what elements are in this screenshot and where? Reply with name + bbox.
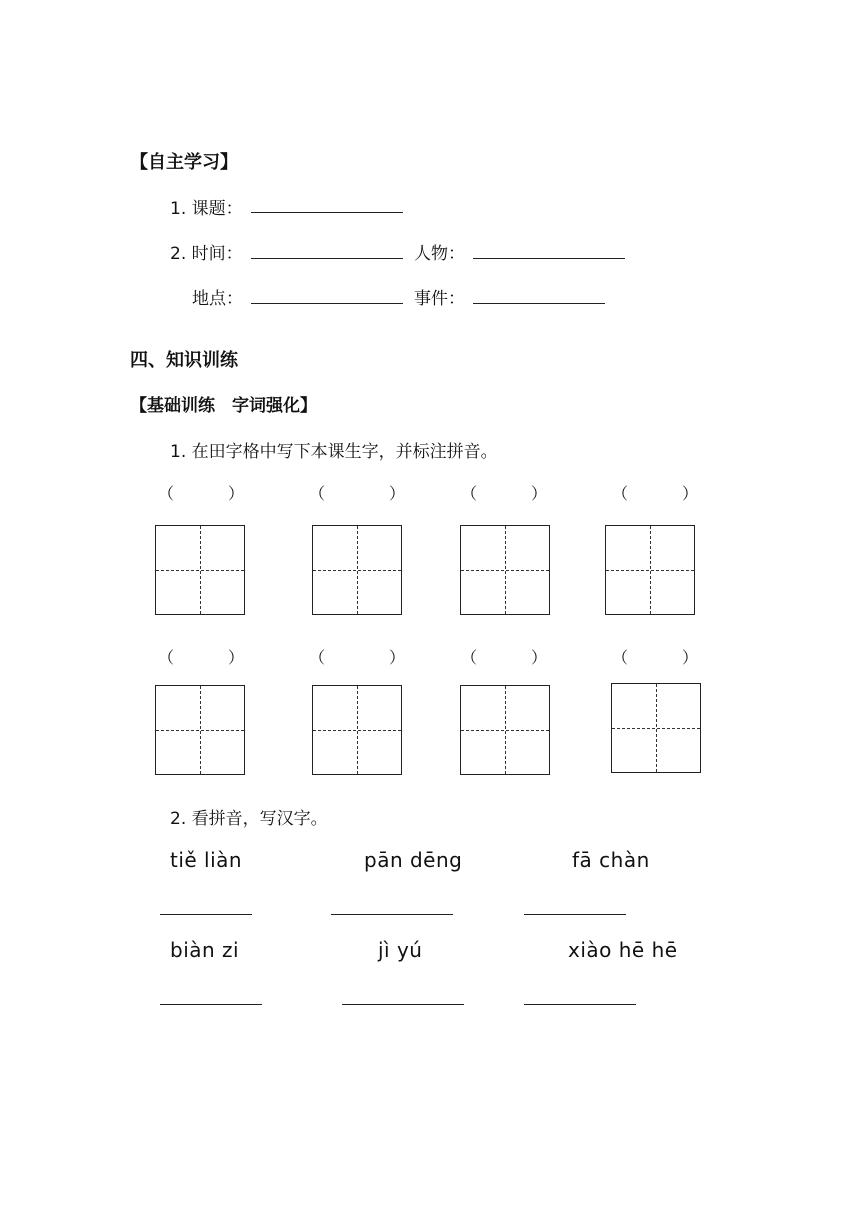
pinyin-word: biàn zi (170, 938, 240, 962)
answer-blank[interactable] (160, 914, 252, 915)
answer-blank[interactable] (524, 914, 626, 915)
paren-close: ） (227, 484, 244, 503)
pinyin-paren[interactable] (612, 645, 698, 668)
section-four-heading: 四、知识训练 (130, 350, 238, 371)
paren-open: （ (158, 484, 175, 503)
paren-open: （ (309, 648, 326, 667)
answer-blank[interactable] (160, 1004, 262, 1005)
time-label: 2. 时间： (170, 244, 243, 264)
paren-open: （ (158, 648, 175, 667)
paren-close: ） (681, 648, 698, 667)
place-label: 地点： (192, 289, 243, 309)
pinyin-word: pān dēng (364, 848, 463, 872)
pinyin-paren[interactable] (612, 481, 698, 504)
topic-blank[interactable] (251, 212, 403, 213)
paren-close: ） (388, 648, 405, 667)
pinyin-word: jì yú (378, 938, 423, 962)
pinyin-paren[interactable] (309, 481, 405, 504)
pinyin-paren[interactable] (158, 481, 244, 504)
tianzige-grid[interactable] (460, 525, 550, 615)
paren-close: ） (681, 484, 698, 503)
answer-blank[interactable] (524, 1004, 636, 1005)
pinyin-word: xiào hē hē (568, 938, 678, 962)
paren-close: ） (388, 484, 405, 503)
tianzige-grid[interactable] (312, 525, 402, 615)
tianzige-grid[interactable] (605, 525, 695, 615)
topic-label: 1. 课题： (170, 199, 243, 219)
self-study-heading: 【自主学习】 (130, 152, 238, 173)
question-one: 1. 在田字格中写下本课生字，并标注拼音。 (170, 442, 498, 462)
tianzige-grid[interactable] (155, 685, 245, 775)
tianzige-grid[interactable] (155, 525, 245, 615)
person-blank[interactable] (473, 258, 625, 259)
pinyin-word: fā chàn (572, 848, 650, 872)
paren-close: ） (530, 484, 547, 503)
pinyin-paren[interactable] (309, 645, 405, 668)
pinyin-paren[interactable] (461, 645, 547, 668)
paren-open: （ (612, 648, 629, 667)
paren-open: （ (309, 484, 326, 503)
event-blank[interactable] (473, 303, 605, 304)
tianzige-grid[interactable] (460, 685, 550, 775)
tianzige-grid[interactable] (611, 683, 701, 773)
tianzige-grid[interactable] (312, 685, 402, 775)
question-two: 2. 看拼音，写汉字。 (170, 809, 328, 829)
time-blank[interactable] (251, 258, 403, 259)
place-blank[interactable] (251, 303, 403, 304)
paren-open: （ (461, 648, 478, 667)
person-label: 人物： (414, 244, 465, 264)
pinyin-paren[interactable] (158, 645, 244, 668)
paren-close: ） (227, 648, 244, 667)
pinyin-word: tiě liàn (170, 848, 243, 872)
pinyin-paren[interactable] (461, 481, 547, 504)
answer-blank[interactable] (331, 914, 453, 915)
paren-open: （ (612, 484, 629, 503)
paren-open: （ (461, 484, 478, 503)
event-label: 事件： (414, 289, 465, 309)
paren-close: ） (530, 648, 547, 667)
answer-blank[interactable] (342, 1004, 464, 1005)
basic-training-heading: 【基础训练 字词强化】 (130, 396, 317, 416)
